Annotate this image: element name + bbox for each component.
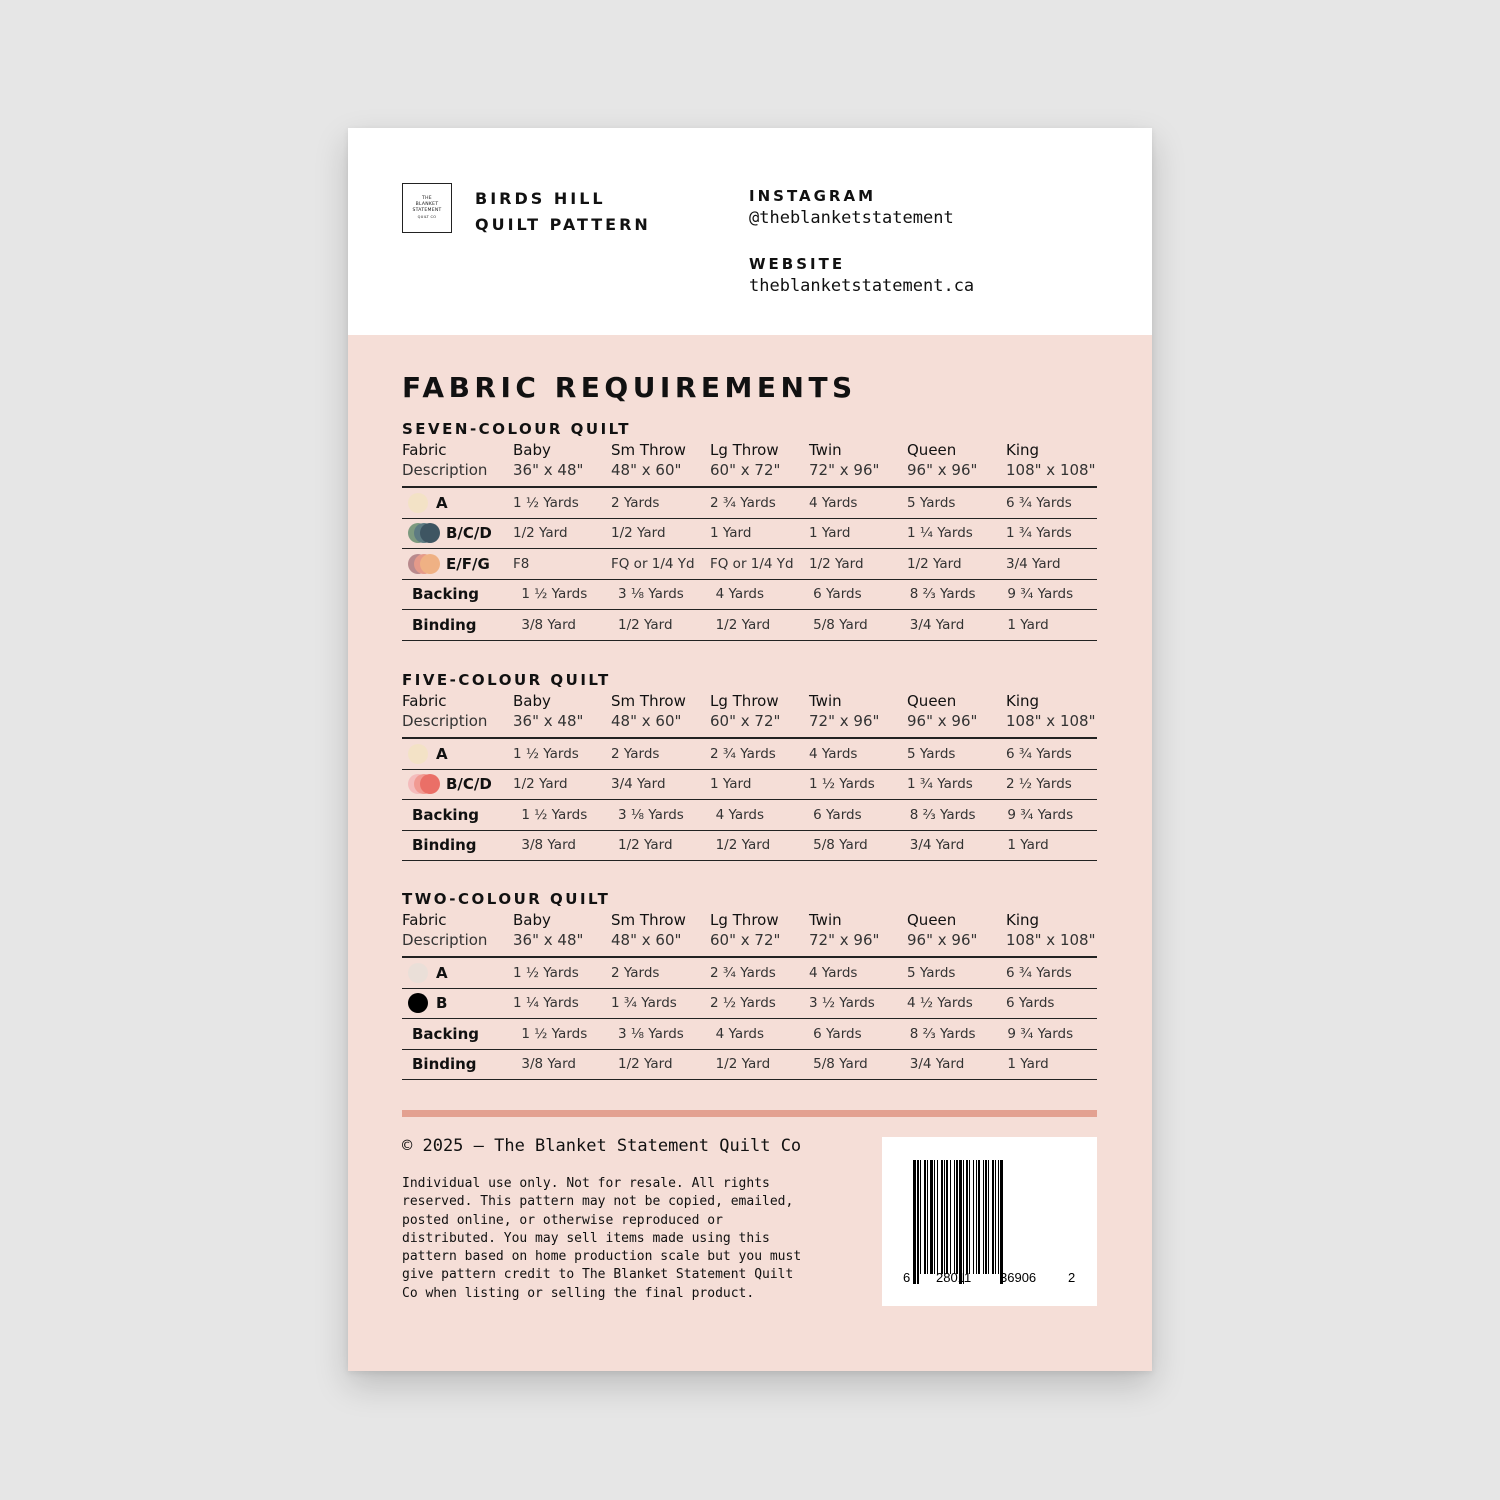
yardage-cell: 6 Yards (813, 586, 862, 603)
yardage-cell: 1 ½ Yards (521, 586, 588, 603)
fabric-cell (402, 492, 513, 514)
column-header-size: 48" x 60" (611, 712, 682, 730)
column-header (907, 440, 1006, 486)
table-row (402, 800, 1097, 831)
yardage-cell: 9 ¾ Yards (1007, 1025, 1074, 1042)
barcode-bar (966, 1160, 968, 1274)
yardage-cell: 5 Yards (907, 494, 956, 511)
column-header-size: 60" x 72" (710, 712, 781, 730)
barcode-bar (934, 1160, 935, 1274)
yardage-cell: 1/2 Yard (618, 1056, 673, 1073)
barcode-bar (988, 1160, 989, 1274)
fabric-cell (402, 743, 513, 765)
barcode-bar (983, 1160, 984, 1274)
column-header (402, 910, 513, 956)
yardage-cell: F8 (513, 555, 530, 572)
column-header-name: Twin (809, 692, 842, 710)
barcode-bar (913, 1160, 916, 1284)
column-header-size: 60" x 72" (710, 461, 781, 479)
pattern-title (475, 186, 651, 238)
yardage-cell: 3/4 Yard (909, 837, 965, 854)
fabric-cell (402, 806, 521, 824)
table-title: FIVE-COLOUR QUILT (402, 671, 611, 689)
color-swatch (408, 744, 428, 764)
yardage-cell: 4 Yards (715, 1025, 765, 1042)
yardage-cell: 1/2 Yard (513, 776, 568, 793)
column-header-name: Fabric (402, 911, 447, 929)
barcode-bars (882, 1137, 1097, 1306)
column-header (402, 440, 513, 486)
yardage-cell: 2 Yards (611, 494, 660, 511)
yardage-cell: 3 ½ Yards (809, 995, 875, 1012)
logo-line: BLANKET (415, 202, 439, 207)
yardage-cell: 1 ¾ Yards (611, 995, 677, 1012)
yardage-cell: 6 Yards (813, 806, 862, 823)
column-header (809, 910, 907, 956)
yardage-cell: 3/4 Yard (909, 1056, 965, 1073)
color-swatch (408, 493, 428, 513)
instagram-label: INSTAGRAM (749, 187, 877, 205)
fabric-table (402, 669, 1097, 861)
table-row (402, 1050, 1097, 1081)
barcode-digit: 36906 (1000, 1270, 1037, 1285)
column-header-name: Fabric (402, 441, 447, 459)
fabric-cell (402, 553, 513, 575)
color-swatch (420, 774, 440, 794)
yardage-cell: 1/2 Yard (715, 837, 771, 854)
swatch-group (408, 962, 428, 984)
column-header (611, 910, 710, 956)
barcode-bar (956, 1160, 958, 1274)
fabric-cell (402, 1025, 521, 1043)
brand-logo (402, 183, 452, 233)
swatch-group (408, 743, 428, 765)
yardage-cell: 4 Yards (715, 806, 765, 823)
column-header-size: 72" x 96" (809, 461, 880, 479)
yardage-cell: 1/2 Yard (907, 555, 962, 572)
yardage-cell: 1 ½ Yards (513, 494, 579, 511)
column-header-name: Sm Throw (611, 692, 686, 710)
swatch-group (408, 492, 428, 514)
yardage-cell: 2 ½ Yards (710, 995, 776, 1012)
fabric-label: A (436, 963, 448, 982)
logo-line: QUILT CO (417, 215, 437, 219)
instagram-handle: @theblanketstatement (749, 208, 954, 228)
column-header (611, 440, 710, 486)
yardage-cell: 4 Yards (715, 586, 765, 603)
barcode (882, 1137, 1097, 1306)
yardage-cell: 1 ½ Yards (521, 806, 588, 823)
color-swatch (420, 523, 440, 543)
yardage-cell: 3/4 Yard (1006, 555, 1061, 572)
barcode-bar (924, 1160, 926, 1274)
fabric-label: Binding (412, 1055, 477, 1074)
column-header-size: 36" x 48" (513, 712, 584, 730)
yardage-cell: 1 ¼ Yards (513, 995, 579, 1012)
yardage-cell: 3 ⅛ Yards (618, 586, 684, 603)
pattern-back-card (348, 128, 1152, 1371)
column-header (402, 691, 513, 737)
column-header-size: 72" x 96" (809, 712, 880, 730)
legal-notice: Individual use only. Not for resale. All rights reserved. This pattern may not be copied, emailed, posted online, or otherwise reproduced or distributed. You may sell items made using this pattern based on home production scale but you must give pattern credit to The Blanket Statement Quilt Co when listing or selling the final product. (402, 1176, 802, 1301)
column-header-size: 96" x 96" (907, 461, 978, 479)
yardage-cell: 1 ½ Yards (521, 1025, 588, 1042)
yardage-cell: 2 Yards (611, 745, 660, 762)
barcode-bar (998, 1160, 999, 1274)
fabric-cell (402, 585, 521, 603)
logo-line: STATEMENT (412, 208, 442, 213)
column-header-size: 72" x 96" (809, 931, 880, 949)
yardage-cell: 1 ¼ Yards (907, 525, 973, 542)
barcode-bar (930, 1160, 933, 1274)
fabric-label: Binding (412, 615, 477, 634)
table-title: TWO-COLOUR QUILT (402, 890, 611, 908)
yardage-cell: 6 ¾ Yards (1006, 964, 1072, 981)
table-row (402, 1019, 1097, 1050)
fabric-table (402, 418, 1097, 641)
website-block (749, 253, 974, 297)
yardage-cell: 1/2 Yard (513, 525, 568, 542)
yardage-cell: 1/2 Yard (618, 837, 673, 854)
barcode-bar (1000, 1160, 1003, 1284)
yardage-cell: 1 Yard (710, 776, 752, 793)
table-row (402, 770, 1097, 801)
yardage-cell: 1 ½ Yards (513, 745, 579, 762)
yardage-cell: 2 ¾ Yards (710, 964, 776, 981)
fabric-label: Backing (412, 1024, 479, 1043)
column-header-name: Queen (907, 441, 957, 459)
column-header-name: Baby (513, 911, 551, 929)
yardage-cell: FQ or 1/4 Yd (611, 555, 695, 572)
column-header (710, 440, 809, 486)
column-header-size: 36" x 48" (513, 461, 584, 479)
column-header-name: Lg Throw (710, 692, 779, 710)
barcode-bar (920, 1160, 921, 1274)
header-panel (348, 128, 1152, 335)
yardage-cell: 3 ⅛ Yards (618, 1025, 684, 1042)
swatch-group (408, 553, 440, 575)
column-header-name: Baby (513, 692, 551, 710)
column-header-size: Description (402, 712, 488, 730)
fabric-requirements-title: FABRIC REQUIREMENTS (402, 371, 857, 404)
yardage-cell: 2 ¾ Yards (710, 494, 776, 511)
barcode-bar (976, 1160, 977, 1274)
column-header-name: Fabric (402, 692, 447, 710)
column-header-size: 108" x 108" (1006, 712, 1096, 730)
yardage-cell: 1 ½ Yards (809, 776, 875, 793)
barcode-bar (944, 1160, 945, 1274)
column-header (1006, 691, 1097, 737)
yardage-cell: 4 Yards (809, 745, 858, 762)
yardage-cell: 1/2 Yard (715, 616, 771, 633)
fabric-label: B (436, 994, 448, 1013)
column-header (611, 691, 710, 737)
pattern-title-line2: QUILT PATTERN (475, 215, 651, 234)
column-header-name: Baby (513, 441, 551, 459)
column-header (809, 440, 907, 486)
yardage-cell: 3/4 Yard (611, 776, 666, 793)
copyright: © 2025 – The Blanket Statement Quilt Co (402, 1136, 802, 1156)
table-row (402, 739, 1097, 770)
yardage-cell: 1 Yard (710, 525, 752, 542)
column-header-name: King (1006, 441, 1040, 459)
yardage-cell: 2 Yards (611, 964, 660, 981)
color-swatch (420, 554, 440, 574)
fabric-label: A (436, 744, 448, 763)
column-header-name: Lg Throw (710, 911, 779, 929)
yardage-cell: 1/2 Yard (618, 616, 673, 633)
fabric-cell (402, 773, 513, 795)
yardage-cell: 8 ⅔ Yards (909, 1025, 976, 1042)
column-header (907, 910, 1006, 956)
table-row (402, 488, 1097, 519)
yardage-cell: 2 ½ Yards (1006, 776, 1072, 793)
barcode-bar (978, 1160, 980, 1274)
yardage-cell: 5/8 Yard (813, 616, 868, 633)
column-header-name: Sm Throw (611, 441, 686, 459)
fabric-cell (402, 522, 513, 544)
table-header (402, 910, 1097, 958)
barcode-bar (950, 1160, 951, 1274)
barcode-bar (973, 1160, 974, 1274)
column-header-size: Description (402, 461, 488, 479)
fabric-cell (402, 962, 513, 984)
barcode-digit: 2 (1068, 1270, 1076, 1285)
fabric-cell (402, 836, 521, 854)
yardage-cell: 6 Yards (813, 1025, 862, 1042)
column-header (1006, 440, 1097, 486)
column-header (809, 691, 907, 737)
column-header (513, 440, 611, 486)
swatch-group (408, 522, 440, 544)
column-header (710, 910, 809, 956)
column-header-size: 96" x 96" (907, 712, 978, 730)
table-header (402, 691, 1097, 739)
barcode-bar (959, 1160, 962, 1284)
column-header (710, 691, 809, 737)
column-header-size: Description (402, 931, 488, 949)
column-header-name: Twin (809, 911, 842, 929)
color-swatch (408, 993, 428, 1013)
yardage-cell: 5/8 Yard (813, 1056, 868, 1073)
yardage-cell: 1 Yard (1007, 616, 1049, 633)
column-header-name: King (1006, 911, 1040, 929)
yardage-cell: 8 ⅔ Yards (909, 806, 976, 823)
column-header (1006, 910, 1097, 956)
yardage-cell: 1 Yard (1007, 837, 1049, 854)
yardage-cell: 1 ¾ Yards (1006, 525, 1072, 542)
column-header-size: 36" x 48" (513, 931, 584, 949)
column-header (513, 691, 611, 737)
column-header-name: Twin (809, 441, 842, 459)
yardage-cell: 1/2 Yard (715, 1056, 771, 1073)
barcode-bar (985, 1160, 987, 1274)
column-header-size: 48" x 60" (611, 461, 682, 479)
column-header-size: 96" x 96" (907, 931, 978, 949)
fabric-label: Backing (412, 585, 479, 604)
table-header (402, 440, 1097, 488)
column-header (513, 910, 611, 956)
table-title: SEVEN-COLOUR QUILT (402, 420, 631, 438)
barcode-bar (941, 1160, 943, 1274)
column-header-size: 48" x 60" (611, 931, 682, 949)
yardage-cell: 6 ¾ Yards (1006, 494, 1072, 511)
yardage-cell: 9 ¾ Yards (1007, 806, 1074, 823)
table-row (402, 580, 1097, 611)
yardage-cell: 4 Yards (809, 494, 858, 511)
yardage-cell: 9 ¾ Yards (1007, 586, 1074, 603)
column-header (907, 691, 1006, 737)
barcode-digit: 28011 (936, 1270, 972, 1285)
yardage-cell: 3/8 Yard (521, 616, 576, 633)
table-row (402, 831, 1097, 862)
yardage-cell: 5 Yards (907, 745, 956, 762)
yardage-cell: 3/8 Yard (521, 1056, 576, 1073)
barcode-bar (937, 1160, 938, 1274)
barcode-bar (995, 1160, 996, 1274)
yardage-cell: FQ or 1/4 Yd (710, 555, 794, 572)
table-row (402, 610, 1097, 641)
yardage-cell: 1/2 Yard (611, 525, 666, 542)
yardage-cell: 4 Yards (809, 964, 858, 981)
yardage-cell: 4 ½ Yards (907, 995, 973, 1012)
yardage-cell: 3/8 Yard (521, 837, 576, 854)
table-row (402, 958, 1097, 989)
column-header-name: Queen (907, 692, 957, 710)
website-url: theblanketstatement.ca (749, 276, 975, 296)
table-row (402, 519, 1097, 550)
fabric-cell (402, 992, 513, 1014)
yardage-cell: 3 ⅛ Yards (618, 806, 684, 823)
yardage-cell: 3/4 Yard (909, 616, 965, 633)
barcode-bar (992, 1160, 994, 1274)
column-header-size: 60" x 72" (710, 931, 781, 949)
website-label: WEBSITE (749, 255, 846, 273)
color-swatch (408, 963, 428, 983)
pattern-title-line1: BIRDS HILL (475, 189, 606, 208)
barcode-bar (963, 1160, 964, 1284)
barcode-bar (946, 1160, 948, 1274)
column-header-name: Sm Throw (611, 911, 686, 929)
yardage-cell: 2 ¾ Yards (710, 745, 776, 762)
table-row (402, 549, 1097, 580)
fabric-label: B/C/D (446, 775, 492, 794)
column-header-size: 108" x 108" (1006, 461, 1096, 479)
column-header-name: King (1006, 692, 1040, 710)
yardage-cell: 5 Yards (907, 964, 956, 981)
yardage-cell: 6 ¾ Yards (1006, 745, 1072, 762)
barcode-bar (954, 1160, 955, 1274)
divider-bar (402, 1110, 1097, 1117)
swatch-group (408, 773, 440, 795)
swatch-group (408, 992, 428, 1014)
fabric-label: B/C/D (446, 524, 492, 543)
yardage-cell: 1/2 Yard (809, 555, 864, 572)
barcode-digit: 6 (903, 1270, 911, 1285)
fabric-cell (402, 616, 521, 634)
fabric-cell (402, 1055, 521, 1073)
column-header-name: Queen (907, 911, 957, 929)
fabric-label: Binding (412, 836, 477, 855)
barcode-bar (969, 1160, 970, 1274)
yardage-cell: 5/8 Yard (813, 837, 868, 854)
fabric-label: A (436, 493, 448, 512)
yardage-cell: 1 ¾ Yards (907, 776, 973, 793)
logo-line: THE (422, 196, 432, 201)
yardage-cell: 1 Yard (1007, 1056, 1049, 1073)
column-header-size: 108" x 108" (1006, 931, 1096, 949)
column-header-name: Lg Throw (710, 441, 779, 459)
yardage-cell: 8 ⅔ Yards (909, 586, 976, 603)
yardage-cell: 6 Yards (1006, 995, 1055, 1012)
yardage-cell: 1 Yard (809, 525, 851, 542)
fabric-label: E/F/G (446, 554, 490, 573)
fabric-label: Backing (412, 805, 479, 824)
table-row (402, 989, 1097, 1020)
fabric-table (402, 888, 1097, 1080)
instagram-block (749, 185, 954, 229)
yardage-cell: 1 ½ Yards (513, 964, 579, 981)
barcode-bar (917, 1160, 919, 1284)
barcode-bar (927, 1160, 928, 1274)
